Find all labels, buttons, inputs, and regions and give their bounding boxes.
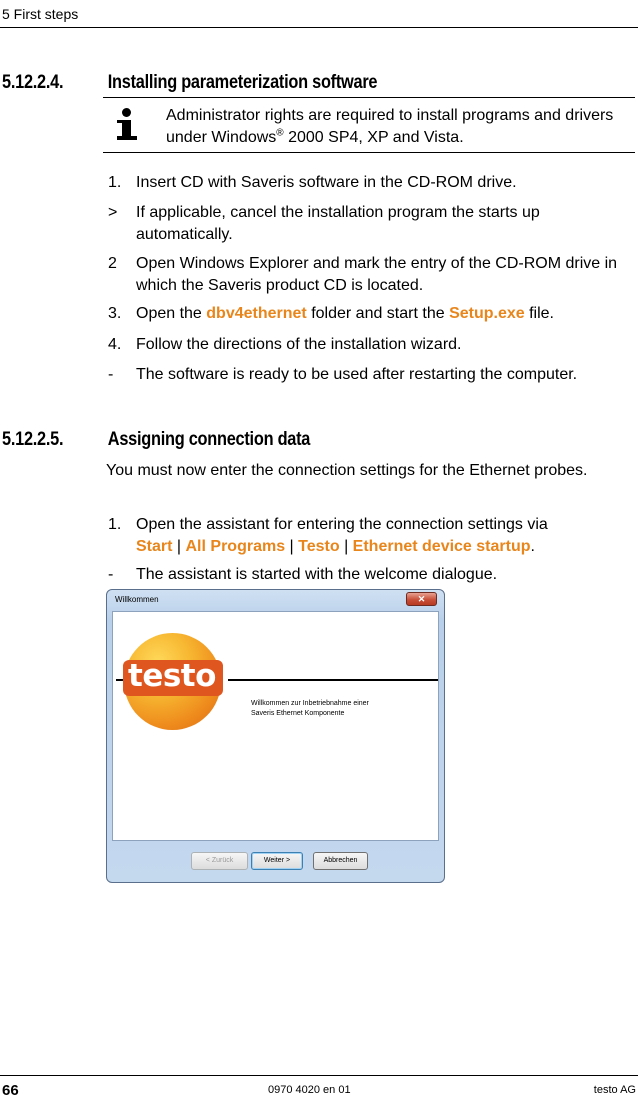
step-text: Follow the directions of the installation wizard. [136,336,462,353]
step-text: The assistant is started with the welcome dialogue. [136,566,498,583]
cancel-button: Abbrechen [313,852,368,870]
info-note-text: Administrator rights are required to install programs and drivers under Windows® 2000 SP4, XP and Vista. [166,107,614,146]
step-marker: 4. [108,336,122,353]
step-text: Open the assistant for entering the connection settings via Start | All Programs | Testo | Ethernet device startup. [136,516,548,555]
section-heading-installing [2,72,449,96]
page-number: 66 [2,1082,19,1098]
step-marker: 3. [108,305,122,322]
section-title: Installing parameterization software [107,72,378,93]
dialog-content [112,611,439,841]
running-header [0,0,638,28]
step-text: If applicable, cancel the installation program the starts up automatically. [136,204,540,243]
step-marker: - [108,366,114,383]
page-footer [0,1075,638,1098]
back-button: < Zurück [191,852,248,870]
section-heading-assigning [2,429,449,453]
menu-start: Start [136,538,173,555]
section-number: 5.12.2.5. [2,429,64,450]
file-name: Setup.exe [449,305,525,322]
chapter-title: 5 First steps [2,6,79,22]
folder-name: dbv4ethernet [206,305,307,322]
step-marker: - [108,566,114,583]
step-marker: 1. [108,516,122,533]
logo-rule-right [228,679,438,681]
welcome-dialog-screenshot [106,589,445,883]
step-marker: > [108,204,118,221]
menu-ethernet-device-startup: Ethernet device startup [352,538,531,555]
section-title: Assigning connection data [107,429,311,450]
info-icon [117,108,137,142]
info-note [103,97,635,153]
step-text: Open Windows Explorer and mark the entry of the CD-ROM drive in which the Saveris product CD is located. [136,255,618,294]
welcome-message: Willkommen zur Inbetriebnahme einer Saveris Ethernet Komponente [251,700,369,717]
menu-testo: Testo [298,538,340,555]
step-marker: 1. [108,174,122,191]
intro-paragraph: You must now enter the connection settings for the Ethernet probes. [106,462,588,479]
next-button: Weiter > [251,852,303,870]
step-marker: 2 [108,255,117,272]
document-number: 0970 4020 en 01 [268,1084,351,1096]
close-icon: ✕ [406,592,437,606]
menu-all-programs: All Programs [185,538,286,555]
testo-logo: testo [123,660,223,696]
dialog-title: Willkommen [115,595,159,604]
step-text: Open the dbv4ethernet folder and start the Setup.exe file. [136,305,554,322]
step-text: Insert CD with Saveris software in the CD-ROM drive. [136,174,517,191]
section-number: 5.12.2.4. [2,72,64,93]
company-name: testo AG [593,1084,636,1096]
step-text: The software is ready to be used after restarting the computer. [136,366,578,383]
